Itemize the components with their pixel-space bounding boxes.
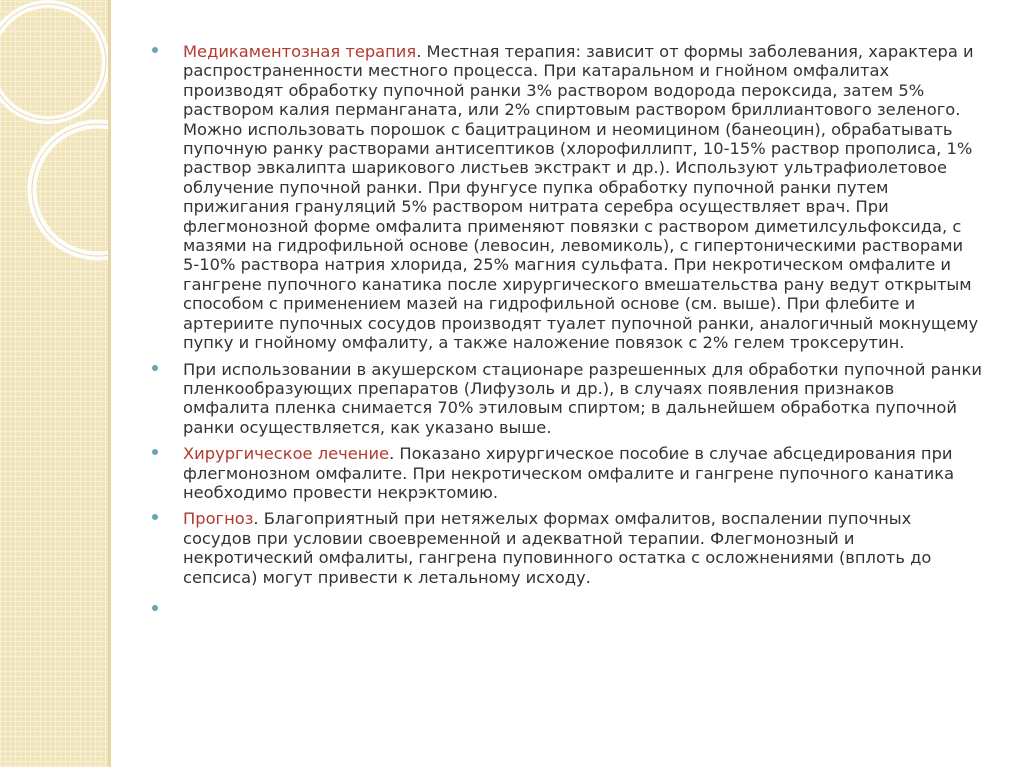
decorative-rings xyxy=(0,0,111,767)
paragraph-prognosis xyxy=(148,509,984,587)
text-prognosis: . Благоприятный при нетяжелых формах омфалитов, воспалении пупочных сосудов при условии своевременной и адекватной терапии. Флегмонозный и некротический омфалиты, гангрена пуповинного остатка с осложнениями (вплоть до сепсиса) могут привести к летальному исходу. xyxy=(183,509,932,587)
bullet-dot-extra xyxy=(152,605,158,611)
text-film-preparations: При использовании в акушерском стационаре разрешенных для обработки пупочной ранки пленкообразующих препаратов (Лифузоль и др.), в случаях появления признаков омфалита пленка снимается 70% этиловым спиртом; в дальнейшем обработка пупочной ранки осуществляется, как указано выше. xyxy=(183,359,982,437)
paragraph-drug-therapy xyxy=(148,42,984,353)
bullet-dot xyxy=(152,449,158,455)
bullet-dot xyxy=(152,514,158,520)
heading-drug-therapy: Медикаментозная терапия xyxy=(183,42,417,61)
slide-content xyxy=(148,42,984,594)
decorative-side-panel xyxy=(0,0,111,767)
heading-prognosis: Прогноз xyxy=(183,509,254,529)
paragraph-film-preparations xyxy=(148,360,984,438)
text-surgical-treatment: . Показано хирургическое пособие в случае абсцедирования при флегмонозном омфалите. При некротическом омфалите и гангрене пупочного канатика необходимо провести некрэктомию. xyxy=(183,444,955,502)
ring-middle-outline xyxy=(32,124,111,256)
paragraph-surgical-treatment xyxy=(148,444,984,502)
bullet-dot xyxy=(152,365,158,371)
ring-middle xyxy=(32,124,111,256)
ring-top-outline xyxy=(0,4,106,120)
heading-surgical-treatment: Хирургическое лечение xyxy=(183,444,390,464)
bullet-dot xyxy=(152,47,158,53)
text-drug-therapy: . Местная терапия: зависит от формы заболевания, характера и распространенности местного процесса. При катаральном и гнойном омфалитах производят обработку пупочной ранки 3% раствором водорода пероксида, затем 5% раствором калия перманганата, или 2% спиртовым раствором бриллиантового зеленого. Можно использовать порошок с бацитрацином и неомицином (банеоцин), обрабатывать пупочную ранку растворами антисептиков (хлорофиллипт, 10-15% раствор прополиса, 1% раствор эвкалипта шарикового листьев экстракт и др.). Используют ультрафиолетовое облучение пупочной ранки. При фунгусе пупка обработку пупочной ранки путем прижигания грануляций 5% раствором нитрата серебра осуществляет врач. При флегмонозной форме омфалита применяют повязки с раствором диметилсульфоксида, с мазями на гидрофильной основе (левосин, левомиколь), с гипертоническими растворами 5-10% раствора натрия хлорида, 25% магния сульфата. При некротическом омфалите и гангрене пупочного канатика после хирургического вмешательства рану ведут открытым способом с применением мазей на гидрофильной основе (см. выше). При флебите и артериите пупочных сосудов производят туалет пупочной ранки, аналогичный мокнущему пупку и гнойному омфалиту, а также наложение повязок с 2% гелем троксерутин. xyxy=(183,42,979,353)
side-panel-edge xyxy=(108,0,111,767)
